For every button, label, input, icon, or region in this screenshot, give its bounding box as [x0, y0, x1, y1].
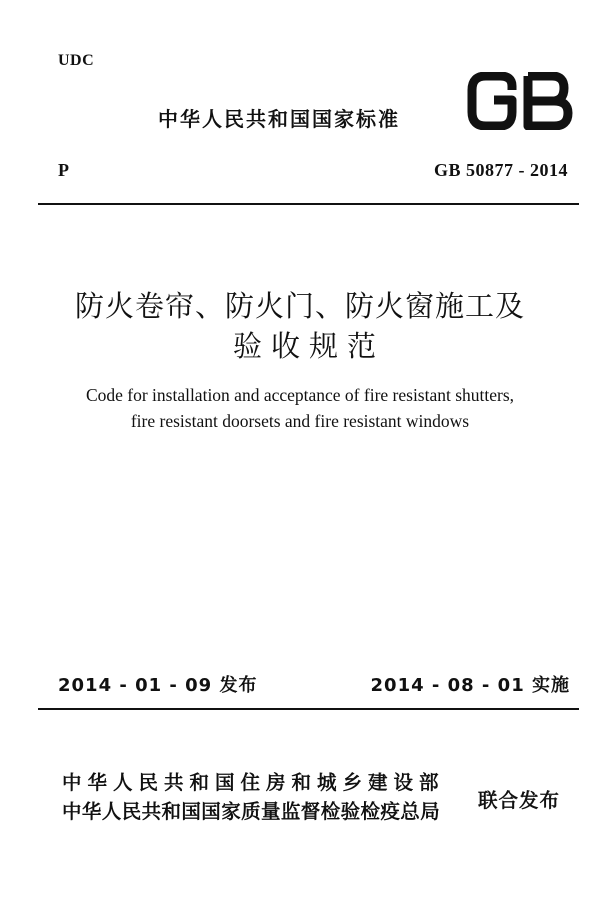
title-cn-line1: 防火卷帘、防火门、防火窗施工及: [74, 289, 525, 323]
joint-issue-label: 联合发布: [478, 789, 561, 812]
implementation-date: 2014 - 08 - 01 实施: [370, 675, 570, 696]
top-divider: [38, 203, 579, 205]
bottom-divider: [38, 708, 579, 710]
gb-logo: [466, 72, 574, 130]
issuer-line2: 中华人民共和国国家质量监督检验检疫总局: [62, 800, 441, 823]
udc-label: UDC: [58, 52, 95, 69]
title-en-line2: fire resistant doorsets and fire resistant windows: [130, 411, 470, 431]
issue-date: 2014 - 01 - 09 发布: [58, 675, 258, 696]
standard-number: GB 50877 - 2014: [433, 160, 568, 180]
classification-code: P: [58, 160, 69, 180]
title-cn-line2: 验收规范: [232, 329, 385, 363]
issuer-line1: 中华人民共和国住房和城乡建设部: [62, 771, 445, 794]
national-standard-heading: 中华人民共和国国家标准: [158, 107, 400, 131]
title-en-line1: Code for installation and acceptance of fire resistant shutters,: [85, 385, 515, 405]
